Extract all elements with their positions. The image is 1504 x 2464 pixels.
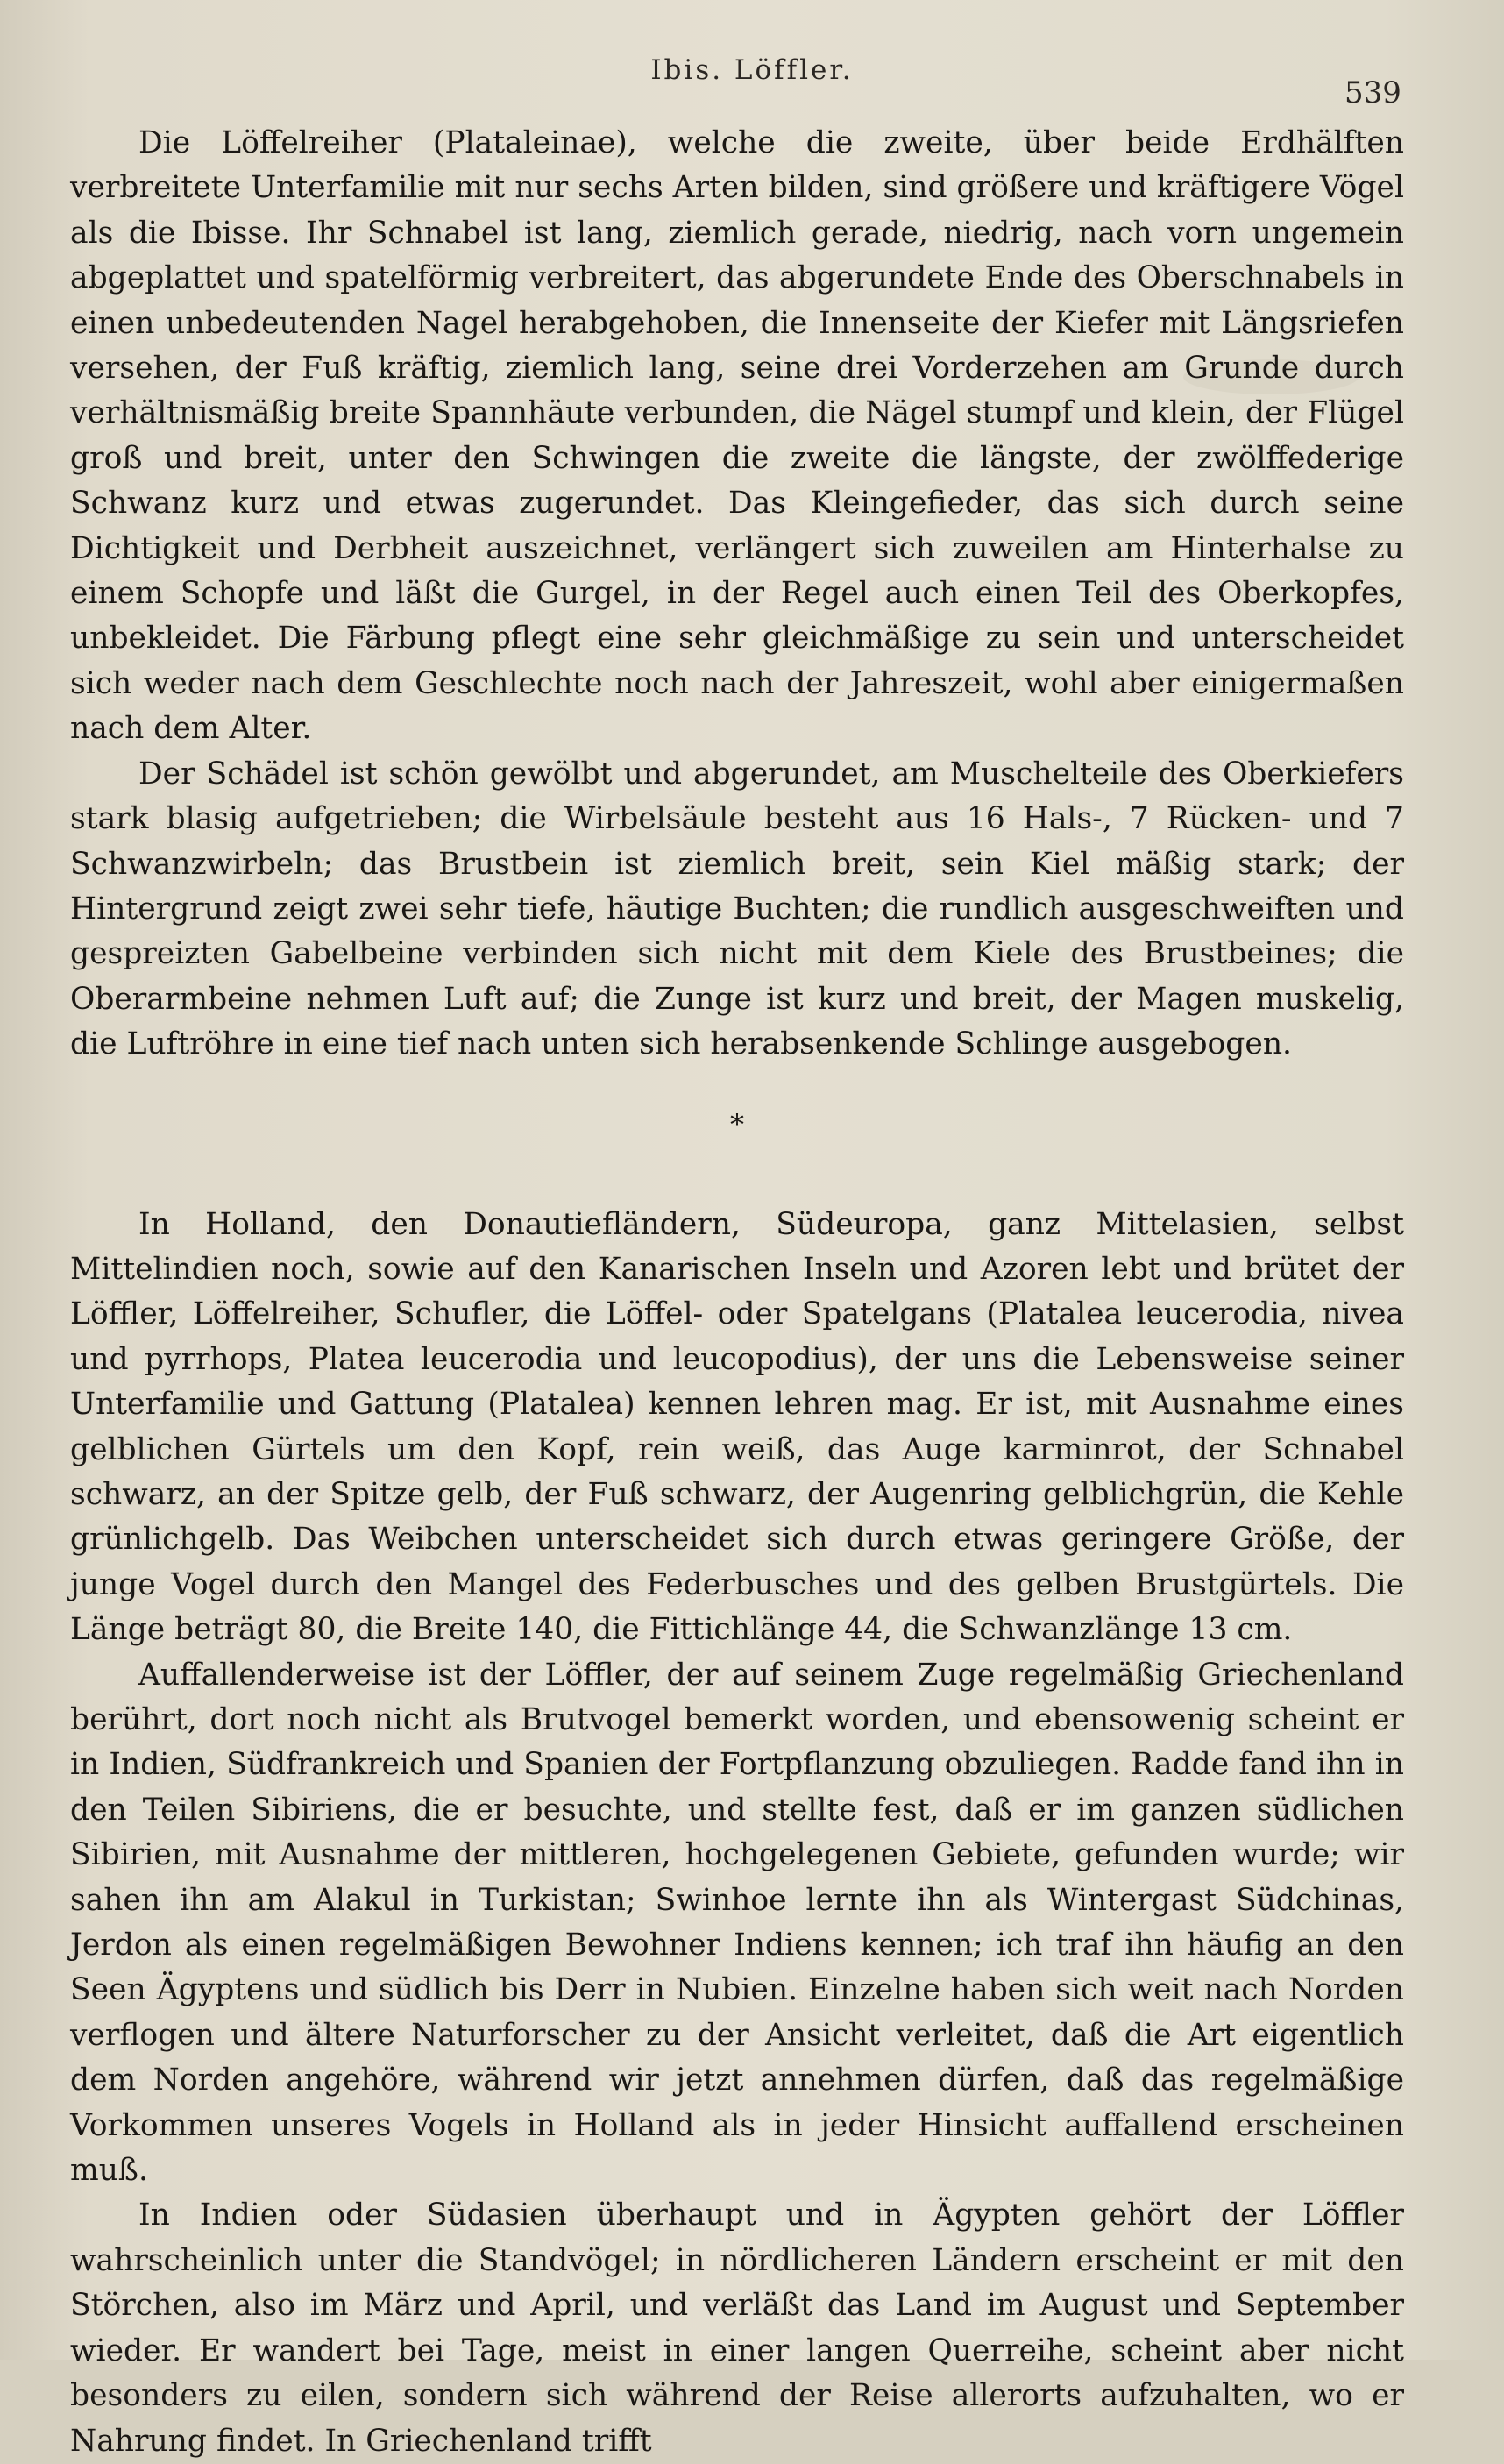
page-number: 539 xyxy=(1344,75,1401,110)
paragraph-breeding-range: Auffallenderweise ist der Löffler, der auf seinem Zuge regelmäßig Griechenland berührt, dort noch nicht als Brutvogel bemerkt worden, und ebensowenig scheint er in Indien, Südfrankreich und Spanien der Fortpflanzung obzuliegen. Radde fand ihn in den Teilen Sibiriens, die er besuchte, und stellte fest, daß er im ganzen südlichen Sibirien, mit Ausnahme der mittleren, hochgelegenen Gebiete, gefunden wurde; wir sahen ihn am Alakul in Turkistan; Swinhoe lernte ihn als Wintergast Südchinas, Jerdon als einen regelmäßigen Bewohner Indiens kennen; ich traf ihn häufig an den Seen Ägyptens und südlich bis Derr in Nubien. Einzelne haben sich weit nach Norden verflogen und ältere Naturforscher zu der Ansicht verleitet, daß die Art eigentlich dem Norden angehöre, während wir jetzt annehmen dürfen, daß das regelmäßige Vorkommen unseres Vogels in Holland als in jeder Hinsicht auffallend erscheinen muß. xyxy=(70,1657,1404,2189)
section-separator: * xyxy=(730,1107,744,1141)
paragraph-subfamily-description: Die Löffelreiher (Plataleinae), welche die zweite, über beide Erdhälften verbreitete Unterfamilie mit nur sechs Arten bilden, sind größere und kräftigere Vögel als die Ibisse. Ihr Schnabel ist lang, ziemlich gerade, niedrig, nach vorn ungemein abgeplattet und spatelförmig verbreitert, das abgerundete Ende des Oberschnabels in einen unbedeutenden Nagel herabgehoben, die Innenseite der Kiefer mit Längsriefen versehen, der Fuß kräftig, ziemlich lang, seine drei Vorderzehen am Grunde durch verhältnismäßig breite Spannhäute verbunden, die Nägel stumpf und klein, der Flügel groß und breit, unter den Schwingen die zweite die längste, der zwölffederige Schwanz kurz und etwas zugerundet. Das Kleingefieder, das sich durch seine Dichtigkeit und Derbheit auszeichnet, verlängert sich zuweilen am Hinterhalse zu einem Schopfe und läßt die Gurgel, in der Regel auch einen Teil des Oberkopfes, unbekleidet. Die Färbung pflegt eine sehr gleichmäßige zu sein und unterscheidet sich weder nach dem Geschlechte noch nach der Jahreszeit, wohl aber einigermaßen nach dem Alter. xyxy=(70,125,1404,747)
section-break xyxy=(70,1068,1404,1203)
paragraph-spoonbill-distribution: In Holland, den Donautiefländern, Südeuropa, ganz Mittelasien, selbst Mittelindien noch, sowie auf den Kanarischen Inseln und Azoren lebt und brütet der Löffler, Löffelreiher, Schufler, die Löffel- oder Spatelgans (Platalea leucerodia, nivea und pyrrhops, Platea leucerodia und leucopodius), der uns die Lebensweise seiner Unterfamilie und Gattung (Platalea) kennen lehren mag. Er ist, mit Ausnahme eines gelblichen Gürtels um den Kopf, rein weiß, das Auge karminrot, der Schnabel schwarz, an der Spitze gelb, der Fuß schwarz, der Augenring gelblichgrün, die Kehle grünlichgelb. Das Weibchen unterscheidet sich durch etwas geringere Größe, der junge Vogel durch den Mangel des Federbusches und des gelben Brustgürtels. Die Länge beträgt 80, die Breite 140, die Fittichlänge 44, die Schwanzlänge 13 cm. xyxy=(70,1206,1404,1648)
paragraph-anatomy: Der Schädel ist schön gewölbt und abgerundet, am Muschelteile des Oberkiefers stark blasig aufgetrieben; die Wirbelsäule besteht aus 16 Hals-, 7 Rücken- und 7 Schwanzwirbeln; das Brustbein ist ziemlich breit, sein Kiel mäßig stark; der Hintergrund zeigt zwei sehr tiefe, häutige Buchten; die rundlich ausgeschweiften und gespreizten Gabelbeine verbinden sich nicht mit dem Kiele des Brustbeines; die Oberarmbeine nehmen Luft auf; die Zunge ist kurz und breit, der Magen muskelig, die Luftröhre in eine tief nach unten sich herabsenkende Schlinge ausgebogen. xyxy=(70,756,1404,1062)
paragraph-migration: In Indien oder Südasien überhaupt und in Ägypten gehört der Löffler wahrscheinlich unter die Standvögel; in nördlicheren Ländern erscheint er mit den Störchen, also im März und April, und verläßt das Land im August und September wieder. Er wandert bei Tage, meist in einer langen Querreihe, scheint aber nicht besonders zu eilen, sondern sich während der Reise allerorts aufzuhalten, wo er Nahrung findet. In Griechenland trifft xyxy=(70,2198,1404,2459)
running-head: Ibis. Löffler. xyxy=(650,54,854,86)
body-text xyxy=(70,121,1404,2464)
